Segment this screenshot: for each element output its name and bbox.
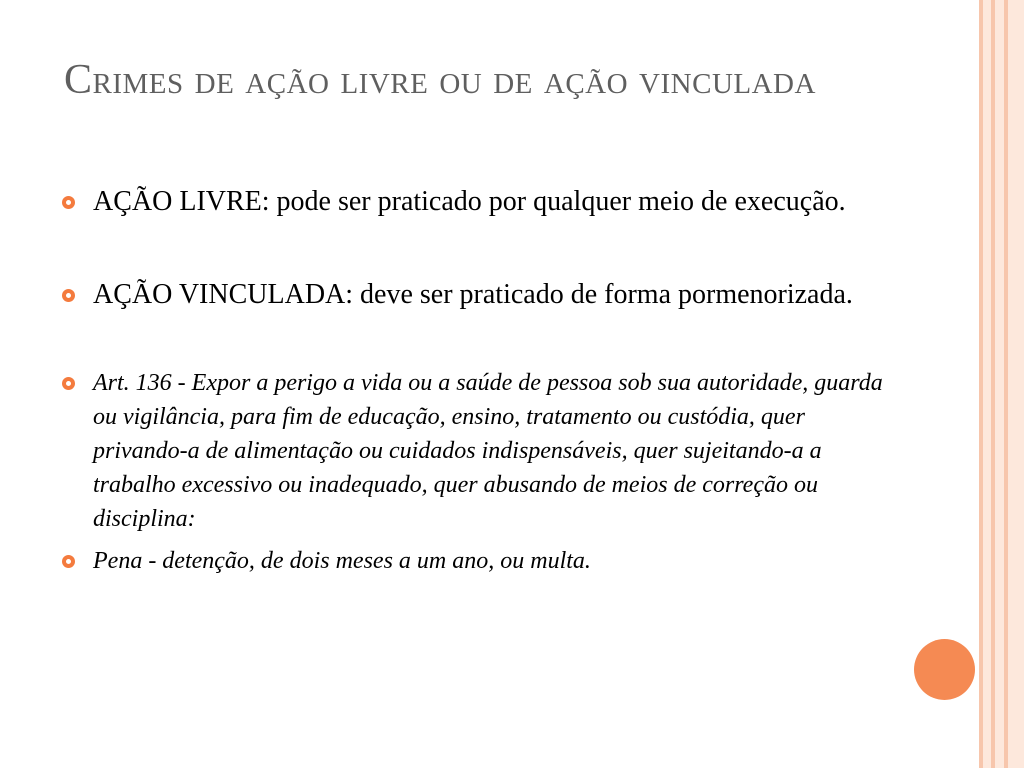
bullet-item-acao-vinculada	[62, 276, 892, 314]
bullet-text: Art. 136 - Expor a perigo a vida ou a saúde de pessoa sob sua autoridade, guarda ou vigilância, para fim de educação, ensino, tratamento ou custódia, quer privando-a de alimentação ou cuidados indispensáveis, quer sujeitando-a a trabalho excessivo ou inadequado, quer abusando de meios de correção ou disciplina:	[93, 370, 883, 532]
bullet-text: AÇÃO LIVRE: pode ser praticado por qualquer meio de execução.	[93, 186, 846, 217]
bullet-text: Pena - detenção, de dois meses a um ano, ou multa.	[93, 548, 591, 574]
bullet-ring-icon	[62, 377, 75, 390]
bullet-item-pena	[62, 544, 892, 578]
bullet-ring-icon	[62, 555, 75, 568]
decorative-stripe	[995, 0, 1004, 768]
slide-title: Crimes de ação livre ou de ação vinculada	[64, 57, 816, 103]
decorative-circle	[914, 639, 975, 700]
bullet-ring-icon	[62, 196, 75, 209]
decorative-stripe	[983, 0, 991, 768]
slide-content	[62, 183, 892, 578]
bullet-ring-icon	[62, 289, 75, 302]
bullet-item-acao-livre	[62, 183, 892, 221]
bullet-item-art-136	[62, 366, 892, 536]
decorative-stripe	[1008, 0, 1024, 768]
bullet-text: AÇÃO VINCULADA: deve ser praticado de forma pormenorizada.	[93, 279, 853, 310]
